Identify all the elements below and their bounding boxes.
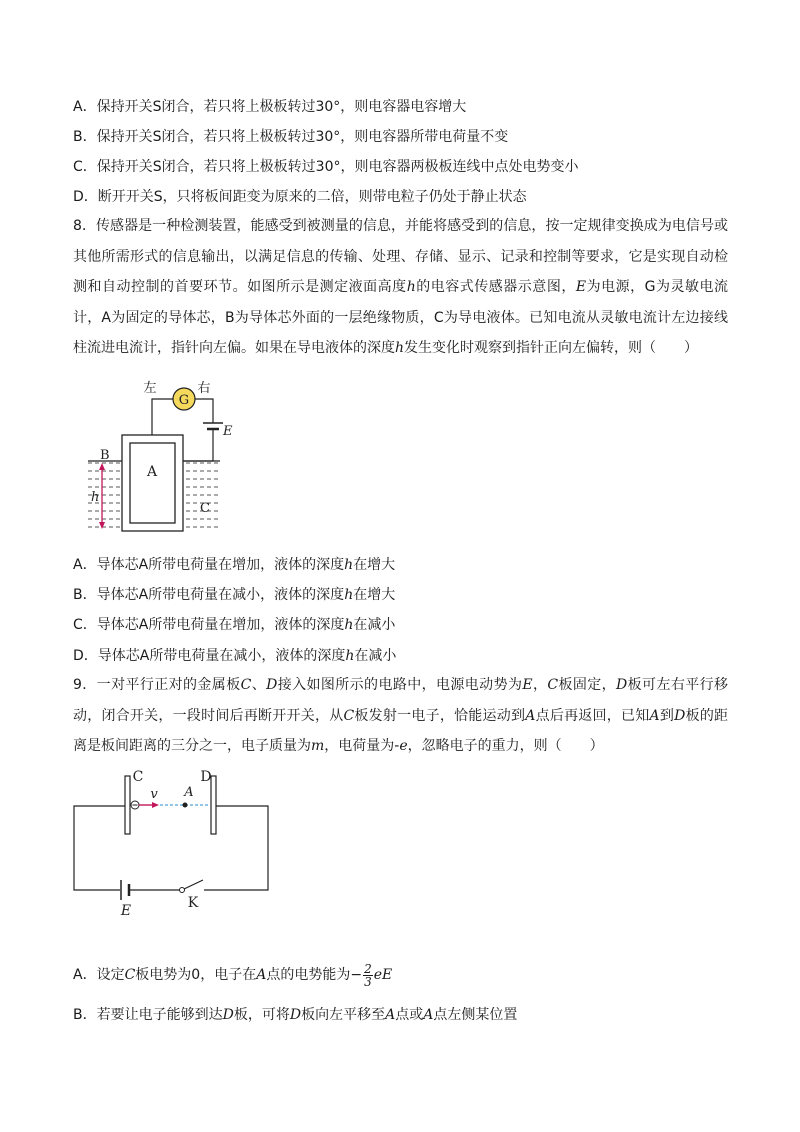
q7-option-c: C．保持开关S闭合，若只将上极板转过30°，则电容器两极板连线中点处电势变小 (73, 159, 579, 175)
q7-option-b: B．保持开关S闭合，若只将上极板转过30°，则电容器所带电荷量不变 (73, 129, 509, 145)
q9-parallel-plate-circuit (66, 764, 276, 924)
q9-stem: 9．一对平行正对的金属板C、D接入如图所示的电路中，电源电动势为E，C板固定，D板可左右平行移动，闭合开关，一段时间后再断开开关，从C板发射一电子，恰能运动到A点后再返回，已知A到D板的距离是板间距离的三分之一，电子质量为m，电荷量为-e，忽略电子的重力，则（ ） (73, 677, 729, 754)
q8-stem: 8．传感器是一种检测装置，能感受到被测量的信息，并能将感受到的信息，按一定规律变换成为电信号或其他所需形式的信息输出，以满足信息的传输、处理、存储、显示、记录和控制等要求，它是实现自动检测和自动控制的首要环节。如图所示是测定液面高度h的电容式传感器示意图，E为电源，G为灵敏电流计，A为固定的导体芯，B为导体芯外面的一层绝缘物质，C为导电液体。已知电流从灵敏电流计左边接线柱流进电流计，指针向左偏。如果在导电液体的深度h发生变化时观察到指针正向左偏转，则（ ） (73, 218, 729, 356)
switch-label: K (187, 895, 199, 911)
fraction-two-thirds: $\frac{2}{3}$ (364, 961, 372, 989)
q9-option-b: B．若要让电子能够到达D板，可将D板向左平移至A点或A点左侧某位置 (73, 1007, 518, 1023)
point-a-label: A (184, 785, 194, 800)
q7-option-a: A．保持开关S闭合，若只将上极板转过30°，则电容器电容增大 (73, 99, 467, 115)
conductor-core (130, 443, 175, 523)
insulator-label: B (100, 448, 110, 463)
battery-label: E (120, 903, 132, 919)
liquid-label: C (200, 501, 210, 516)
switch-icon (184, 880, 203, 889)
plate-d-label: D (200, 769, 212, 785)
battery-label: E (223, 424, 233, 439)
q8-capacitive-sensor-diagram (80, 375, 250, 545)
core-label: A (146, 464, 158, 480)
q7-option-d: D．断开开关S，只将板间距变为原来的二倍，则带电粒子仍处于静止状态 (73, 189, 527, 205)
point-a (183, 803, 188, 808)
galvanometer-label: G (178, 393, 190, 408)
q8-option-a: A．导体芯A所带电荷量在增加，液体的深度h在增大 (73, 557, 396, 573)
q8-option-d: D．导体芯A所带电荷量在减小，液体的深度h在减小 (73, 648, 397, 664)
q8-option-b: B．导体芯A所带电荷量在减小，液体的深度h在增大 (73, 587, 396, 603)
left-terminal-label: 左 (143, 381, 157, 396)
right-terminal-label: 右 (197, 381, 211, 396)
plate-d (211, 776, 216, 834)
q8-option-c: C．导体芯A所带电荷量在增加，液体的深度h在减小 (73, 617, 396, 633)
velocity-label: v (150, 787, 158, 802)
height-label: h (91, 490, 100, 505)
q9-option-a: A．设定C板电势为0，电子在A点的电势能为− $\frac{2}{3}$ eE (73, 961, 393, 989)
plate-c-label: C (132, 769, 144, 785)
plate-c (125, 776, 130, 834)
